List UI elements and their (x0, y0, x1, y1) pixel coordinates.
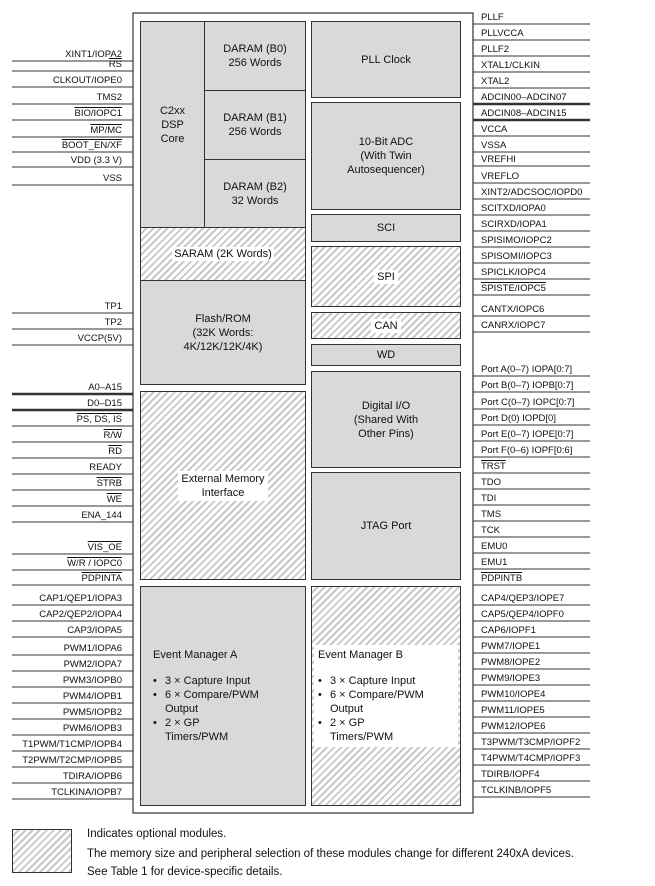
flash-line-1: Flash/ROM (195, 312, 251, 325)
right-pin-label: TRST (481, 461, 506, 472)
right-pin-label: XTAL1/CLKIN (481, 60, 540, 71)
eva-item: • 2 × GP Timers/PWM (153, 716, 293, 744)
right-pin-label: CAP4/QEP3/IOPE7 (481, 593, 565, 604)
evb-item: • 3 × Capture Input (318, 675, 416, 687)
evb-title: Event Manager B (318, 649, 403, 661)
adc-line-2: (With Twin (360, 150, 412, 162)
daram-b0-line-1: DARAM (B0) (223, 43, 287, 55)
left-pin-label: PWM5/IOPB2 (62, 707, 122, 718)
left-pin-label: CAP1/QEP1/IOPA3 (39, 593, 122, 604)
eva-item: • 6 × Compare/PWM Output (153, 688, 293, 716)
left-pin-label: CAP2/QEP2/IOPA4 (39, 609, 122, 620)
daram-b1-block (204, 90, 306, 160)
event-manager-b-block (311, 586, 461, 806)
can-label: CAN (371, 319, 400, 333)
left-pin-label: PWM3/IOPB0 (62, 675, 122, 686)
left-pin-label: BOOT_EN/XF (61, 140, 122, 151)
right-pin-label: Port B(0–7) IOPB[0:7] (481, 380, 574, 391)
spi-block (311, 246, 461, 307)
right-pin-label: Port E(0–7) IOPE[0:7] (481, 429, 574, 440)
left-pin-label: PS, DS, IS (76, 414, 122, 425)
left-pin-label: XINT1/IOPA2 (65, 49, 122, 60)
left-pin-label: VIS_OE (87, 542, 122, 553)
spi-label: SPI (374, 270, 398, 284)
right-pin-label: XINT2/ADCSOC/IOPD0 (481, 187, 583, 198)
right-pin-label: PWM8/IOPE2 (481, 657, 541, 668)
left-pin-label: TP1 (104, 301, 122, 312)
left-pin-label: A0–A15 (88, 382, 122, 393)
cpu-line-1: C2xx (159, 104, 186, 117)
right-pin-label: CANRX/IOPC7 (481, 320, 546, 331)
legend-line-3: See Table 1 for device-specific details. (87, 866, 283, 878)
legend-line-1: Indicates optional modules. (87, 828, 227, 840)
legend-hatch-swatch (12, 829, 72, 873)
right-pin-label: Port F(0–6) IOPF[0:6] (481, 445, 573, 456)
event-manager-a-block (140, 586, 306, 806)
right-pin-label: VREFLO (481, 171, 520, 182)
daram-b1-line-2: 256 Words (228, 126, 282, 138)
left-pin-label: PWM2/IOPA7 (63, 659, 122, 670)
legend-line-2: The memory size and peripheral selection of these modules change for different 240xA devices. (87, 848, 574, 860)
right-pin-label: XTAL2 (481, 76, 510, 87)
right-pin-label: VREFHI (481, 154, 516, 165)
left-pin-label: BIO/IOPC1 (74, 108, 122, 119)
right-pin-label: EMU0 (481, 541, 508, 552)
right-pin-label: TDI (481, 493, 497, 504)
left-pin-label: TP2 (104, 317, 122, 328)
right-pin-label: SCIRXD/IOPA1 (481, 219, 547, 230)
right-pin-label: ADCIN08–ADCIN15 (481, 108, 567, 119)
right-pin-label: Port D(0) IOPD[0] (481, 413, 556, 424)
daram-b1-line-1: DARAM (B1) (223, 112, 287, 124)
eva-item: • 3 × Capture Input (153, 675, 251, 687)
right-pin-label: PWM11/IOPE5 (481, 705, 545, 716)
eva-item-2: 6 × Compare/PWM Output (165, 689, 259, 715)
daram-b2-line-2: 32 Words (231, 194, 279, 207)
left-pin-label: TCLKINA/IOPB7 (51, 787, 122, 798)
right-pin-label: PWM10/IOPE4 (481, 689, 546, 700)
left-pin-label: T1PWM/T1CMP/IOPB4 (22, 739, 122, 750)
right-pin-label: PDPINTB (481, 573, 523, 584)
evb-item-1: 3 × Capture Input (330, 675, 416, 687)
ext-mem-label (178, 471, 267, 501)
wd-label: WD (376, 349, 396, 361)
right-pin-label: TDO (481, 477, 502, 488)
right-pin-label: SPISIMO/IOPC2 (481, 235, 552, 246)
flash-rom-block (140, 280, 306, 385)
left-pin-label: CAP3/IOPA5 (67, 625, 122, 636)
jtag-label: JTAG Port (360, 520, 412, 532)
right-pin-label: PWM7/IOPE1 (481, 641, 541, 652)
right-pin-label: PLLVCCA (481, 28, 524, 39)
right-pin-label: PWM9/IOPE3 (481, 673, 541, 684)
right-pin-label: PLLF (481, 12, 504, 23)
right-pin-label: Port C(0–7) IOPC[0:7] (481, 397, 575, 408)
daram-b2-line-1: DARAM (B2) (223, 180, 287, 193)
external-memory-interface-block (140, 391, 306, 580)
saram-label: SARAM (2K Words) (174, 248, 272, 260)
dio-line-1: Digital I/O (361, 399, 411, 412)
left-pin-label: PDPINTA (81, 573, 122, 584)
right-pin-label: T3PWM/T3CMP/IOPF2 (481, 737, 581, 748)
right-pin-label: CANTX/IOPC6 (481, 304, 545, 315)
pll-clock-block (311, 21, 461, 98)
left-pin-label: READY (89, 462, 122, 473)
left-pin-label: VDD (3.3 V) (70, 155, 122, 166)
right-pin-label: ADCIN00–ADCIN07 (481, 92, 567, 103)
left-pin-label: TMS2 (96, 92, 122, 103)
right-pin-label: CAP5/QEP4/IOPF0 (481, 609, 564, 620)
dio-line-2: (Shared With (353, 413, 419, 426)
evb-item: • 2 × GP Timers/PWM (318, 716, 454, 744)
cpu-core-block (140, 21, 205, 228)
eva-title: Event Manager A (153, 649, 238, 661)
left-pin-label: D0–D15 (87, 398, 122, 409)
right-pin-label: TCLKINB/IOPF5 (481, 785, 552, 796)
left-pin-label: $\overline{RS}$ (108, 59, 122, 70)
jtag-port-block (311, 472, 461, 580)
sci-block (311, 214, 461, 242)
evb-item-2: 6 × Compare/PWM Output (330, 689, 424, 715)
left-pin-label: ENA_144 (81, 510, 122, 521)
flash-line-3: 4K/12K/12K/4K) (183, 340, 263, 353)
right-pin-label: EMU1 (481, 557, 508, 568)
evb-item: • 6 × Compare/PWM Output (318, 688, 454, 716)
right-pin-label: TMS (481, 509, 502, 520)
left-pin-label: STRB (96, 478, 122, 489)
adc-line-1: 10-Bit ADC (358, 136, 414, 148)
right-pin-label: SPICLK/IOPC4 (481, 267, 546, 278)
cpu-line-3: Core (160, 132, 185, 145)
left-pin-label: MP/MC (90, 125, 122, 136)
ext-mem-line-1: External Memory (181, 472, 265, 485)
evb-content (314, 645, 458, 747)
right-pin-label: Port A(0–7) IOPA[0:7] (481, 364, 573, 375)
right-pin-label: TCK (481, 525, 500, 536)
left-pin-label: $\overline{RD}$ (108, 446, 122, 457)
dio-line-3: Other Pins) (358, 427, 414, 440)
left-pin-label: VCCP(5V) (77, 333, 122, 344)
flash-line-2: (32K Words: (192, 326, 254, 339)
adc-block (311, 102, 461, 210)
can-block (311, 312, 461, 339)
right-pin-label: SCITXD/IOPA0 (481, 203, 546, 214)
eva-content (153, 648, 293, 744)
wd-block (311, 344, 461, 366)
daram-b0-block (204, 21, 306, 91)
adc-line-3: Autosequencer) (347, 164, 425, 176)
right-pin-label: VCCA (481, 124, 508, 135)
right-pin-label: TDIRB/IOPF4 (481, 769, 540, 780)
left-pin-label: TDIRA/IOPB6 (62, 771, 122, 782)
ext-mem-line-2: Interface (201, 486, 245, 499)
left-pin-label: PWM6/IOPB3 (62, 723, 122, 734)
saram-block (140, 227, 306, 281)
right-pin-label: T4PWM/T4CMP/IOPF3 (481, 753, 581, 764)
eva-item-1: 3 × Capture Input (165, 675, 251, 687)
left-pin-label: VSS (102, 173, 122, 184)
right-pin-label: SPISOMI/IOPC3 (481, 251, 552, 262)
right-pin-label: SPISTE/IOPC5 (481, 283, 546, 294)
pll-label: PLL Clock (361, 53, 411, 66)
right-pin-label: VSSA (481, 140, 507, 151)
digital-io-block (311, 371, 461, 468)
right-pin-label: CAP6/IOPF1 (481, 625, 536, 636)
left-pin-label: $\overline{WE}$ (106, 494, 122, 505)
sci-label: SCI (376, 222, 396, 234)
evb-item-3: 2 × GP Timers/PWM (330, 717, 394, 743)
daram-b2-block (204, 159, 306, 228)
right-pin-label: PLLF2 (481, 44, 509, 55)
left-pin-label: T2PWM/T2CMP/IOPB5 (22, 755, 122, 766)
left-pin-label: PWM4/IOPB1 (62, 691, 122, 702)
left-pin-label: CLKOUT/IOPE0 (52, 75, 122, 86)
daram-b0-line-2: 256 Words (228, 57, 282, 69)
eva-item-3: 2 × GP Timers/PWM (165, 717, 229, 743)
left-pin-label: PWM1/IOPA6 (63, 643, 122, 654)
left-pin-label: R/W (103, 430, 122, 441)
right-pin-label: PWM12/IOPE6 (481, 721, 546, 732)
cpu-line-2: DSP (161, 118, 184, 131)
left-pin-label: W/R / IOPC0 (67, 558, 122, 569)
